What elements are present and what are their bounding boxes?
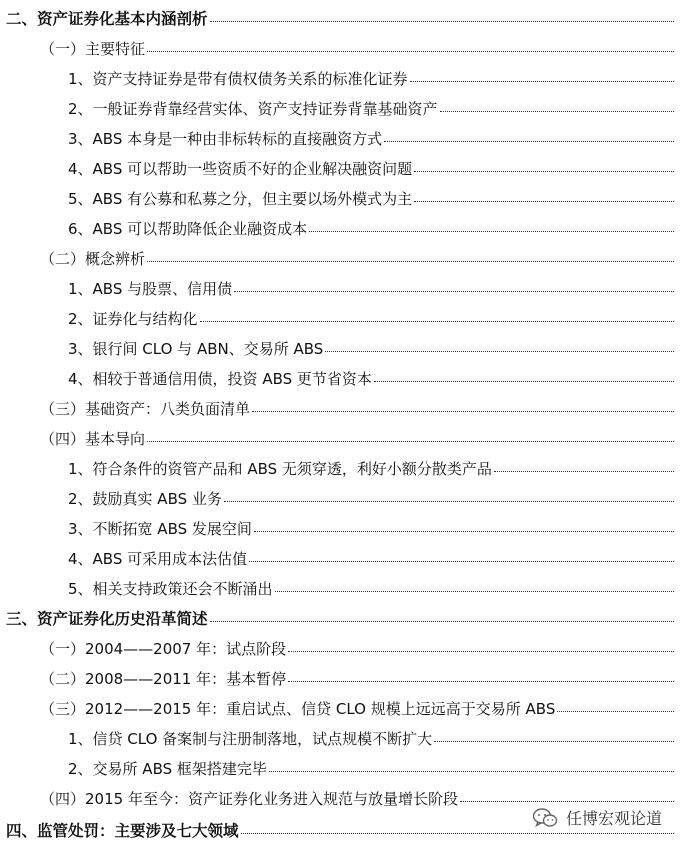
toc-item[interactable]: 5、相关支持政策还会不断涌出 xyxy=(0,573,674,603)
dot-leader xyxy=(241,832,674,834)
toc-item[interactable]: 2、交易所 ABS 框架搭建完毕 xyxy=(0,753,674,783)
dot-leader xyxy=(147,260,674,262)
dot-leader xyxy=(210,620,674,622)
toc-item[interactable]: 4、相较于普通信用债，投资 ABS 更节省资本 xyxy=(0,363,674,393)
dot-leader xyxy=(410,80,674,82)
toc-item[interactable]: 1、资产支持证券是带有债权债务关系的标准化证券 xyxy=(0,63,674,93)
toc-section-4[interactable]: 四、监管处罚：主要涉及七大领域 xyxy=(0,815,674,845)
dot-leader xyxy=(147,440,674,442)
dot-leader xyxy=(288,650,674,652)
wechat-icon xyxy=(532,807,558,829)
toc-s2-sub3[interactable]: （三）基础资产：八类负面清单 xyxy=(0,393,674,423)
toc-item[interactable]: 2、证券化与结构化 xyxy=(0,303,674,333)
toc-s3-sub3[interactable]: （三）2012——2015 年：重启试点、信贷 CLO 规模上远远高于交易所 ABS xyxy=(0,693,674,723)
toc-item[interactable]: 1、信贷 CLO 备案制与注册制落地，试点规模不断扩大 xyxy=(0,723,674,753)
dot-leader xyxy=(252,410,674,412)
dot-leader xyxy=(210,20,674,22)
dot-leader xyxy=(384,140,674,142)
toc-s2-sub2[interactable]: （二）概念辨析 xyxy=(0,243,674,273)
watermark xyxy=(526,804,666,831)
dot-leader xyxy=(249,560,674,562)
dot-leader xyxy=(325,350,674,352)
toc-item[interactable]: 2、鼓励真实 ABS 业务 xyxy=(0,483,674,513)
toc-item[interactable]: 1、符合条件的资管产品和 ABS 无须穿透，利好小额分散类产品 xyxy=(0,453,674,483)
dot-leader xyxy=(147,50,674,52)
toc-s3-sub1[interactable]: （一）2004——2007 年：试点阶段 xyxy=(0,633,674,663)
dot-leader xyxy=(414,170,674,172)
dot-leader xyxy=(434,740,674,742)
dot-leader xyxy=(288,680,674,682)
toc-item[interactable]: 1、ABS 与股票、信用债 xyxy=(0,273,674,303)
dot-leader xyxy=(460,800,674,802)
toc-section-2[interactable]: 二、资产证券化基本内涵剖析 xyxy=(0,3,674,33)
dot-leader xyxy=(414,200,674,202)
toc-item[interactable]: 6、ABS 可以帮助降低企业融资成本 xyxy=(0,213,674,243)
toc-item[interactable]: 3、ABS 本身是一种由非标转标的直接融资方式 xyxy=(0,123,674,153)
dot-leader xyxy=(557,710,674,712)
toc-s3-sub4[interactable]: （四）2015 年至今：资产证券化业务进入规范与放量增长阶段 xyxy=(0,783,674,813)
watermark-text: 任博宏观论道 xyxy=(565,809,662,828)
toc-item[interactable]: 5、ABS 有公募和私募之分，但主要以场外模式为主 xyxy=(0,183,674,213)
toc-section-3[interactable]: 三、资产证券化历史沿革简述 xyxy=(0,603,674,633)
dot-leader xyxy=(275,590,674,592)
dot-leader xyxy=(269,770,674,772)
dot-leader xyxy=(440,110,674,112)
toc-item[interactable]: 3、不断拓宽 ABS 发展空间 xyxy=(0,513,674,543)
dot-leader xyxy=(494,470,674,472)
toc-item[interactable]: 4、ABS 可采用成本法估值 xyxy=(0,543,674,573)
toc-s2-sub4[interactable]: （四）基本导向 xyxy=(0,423,674,453)
toc-item[interactable]: 3、银行间 CLO 与 ABN、交易所 ABS xyxy=(0,333,674,363)
dot-leader xyxy=(234,290,674,292)
dot-leader xyxy=(200,320,674,322)
toc-s2-sub1[interactable]: （一）主要特征 xyxy=(0,33,674,63)
toc-s3-sub2[interactable]: （二）2008——2011 年：基本暂停 xyxy=(0,663,674,693)
toc-item[interactable]: 2、一般证券背靠经营实体、资产支持证券背靠基础资产 xyxy=(0,93,674,123)
dot-leader xyxy=(374,380,674,382)
toc-item[interactable]: 4、ABS 可以帮助一些资质不好的企业解决融资问题 xyxy=(0,153,674,183)
dot-leader xyxy=(224,500,674,502)
dot-leader xyxy=(254,530,674,532)
dot-leader xyxy=(309,230,674,232)
